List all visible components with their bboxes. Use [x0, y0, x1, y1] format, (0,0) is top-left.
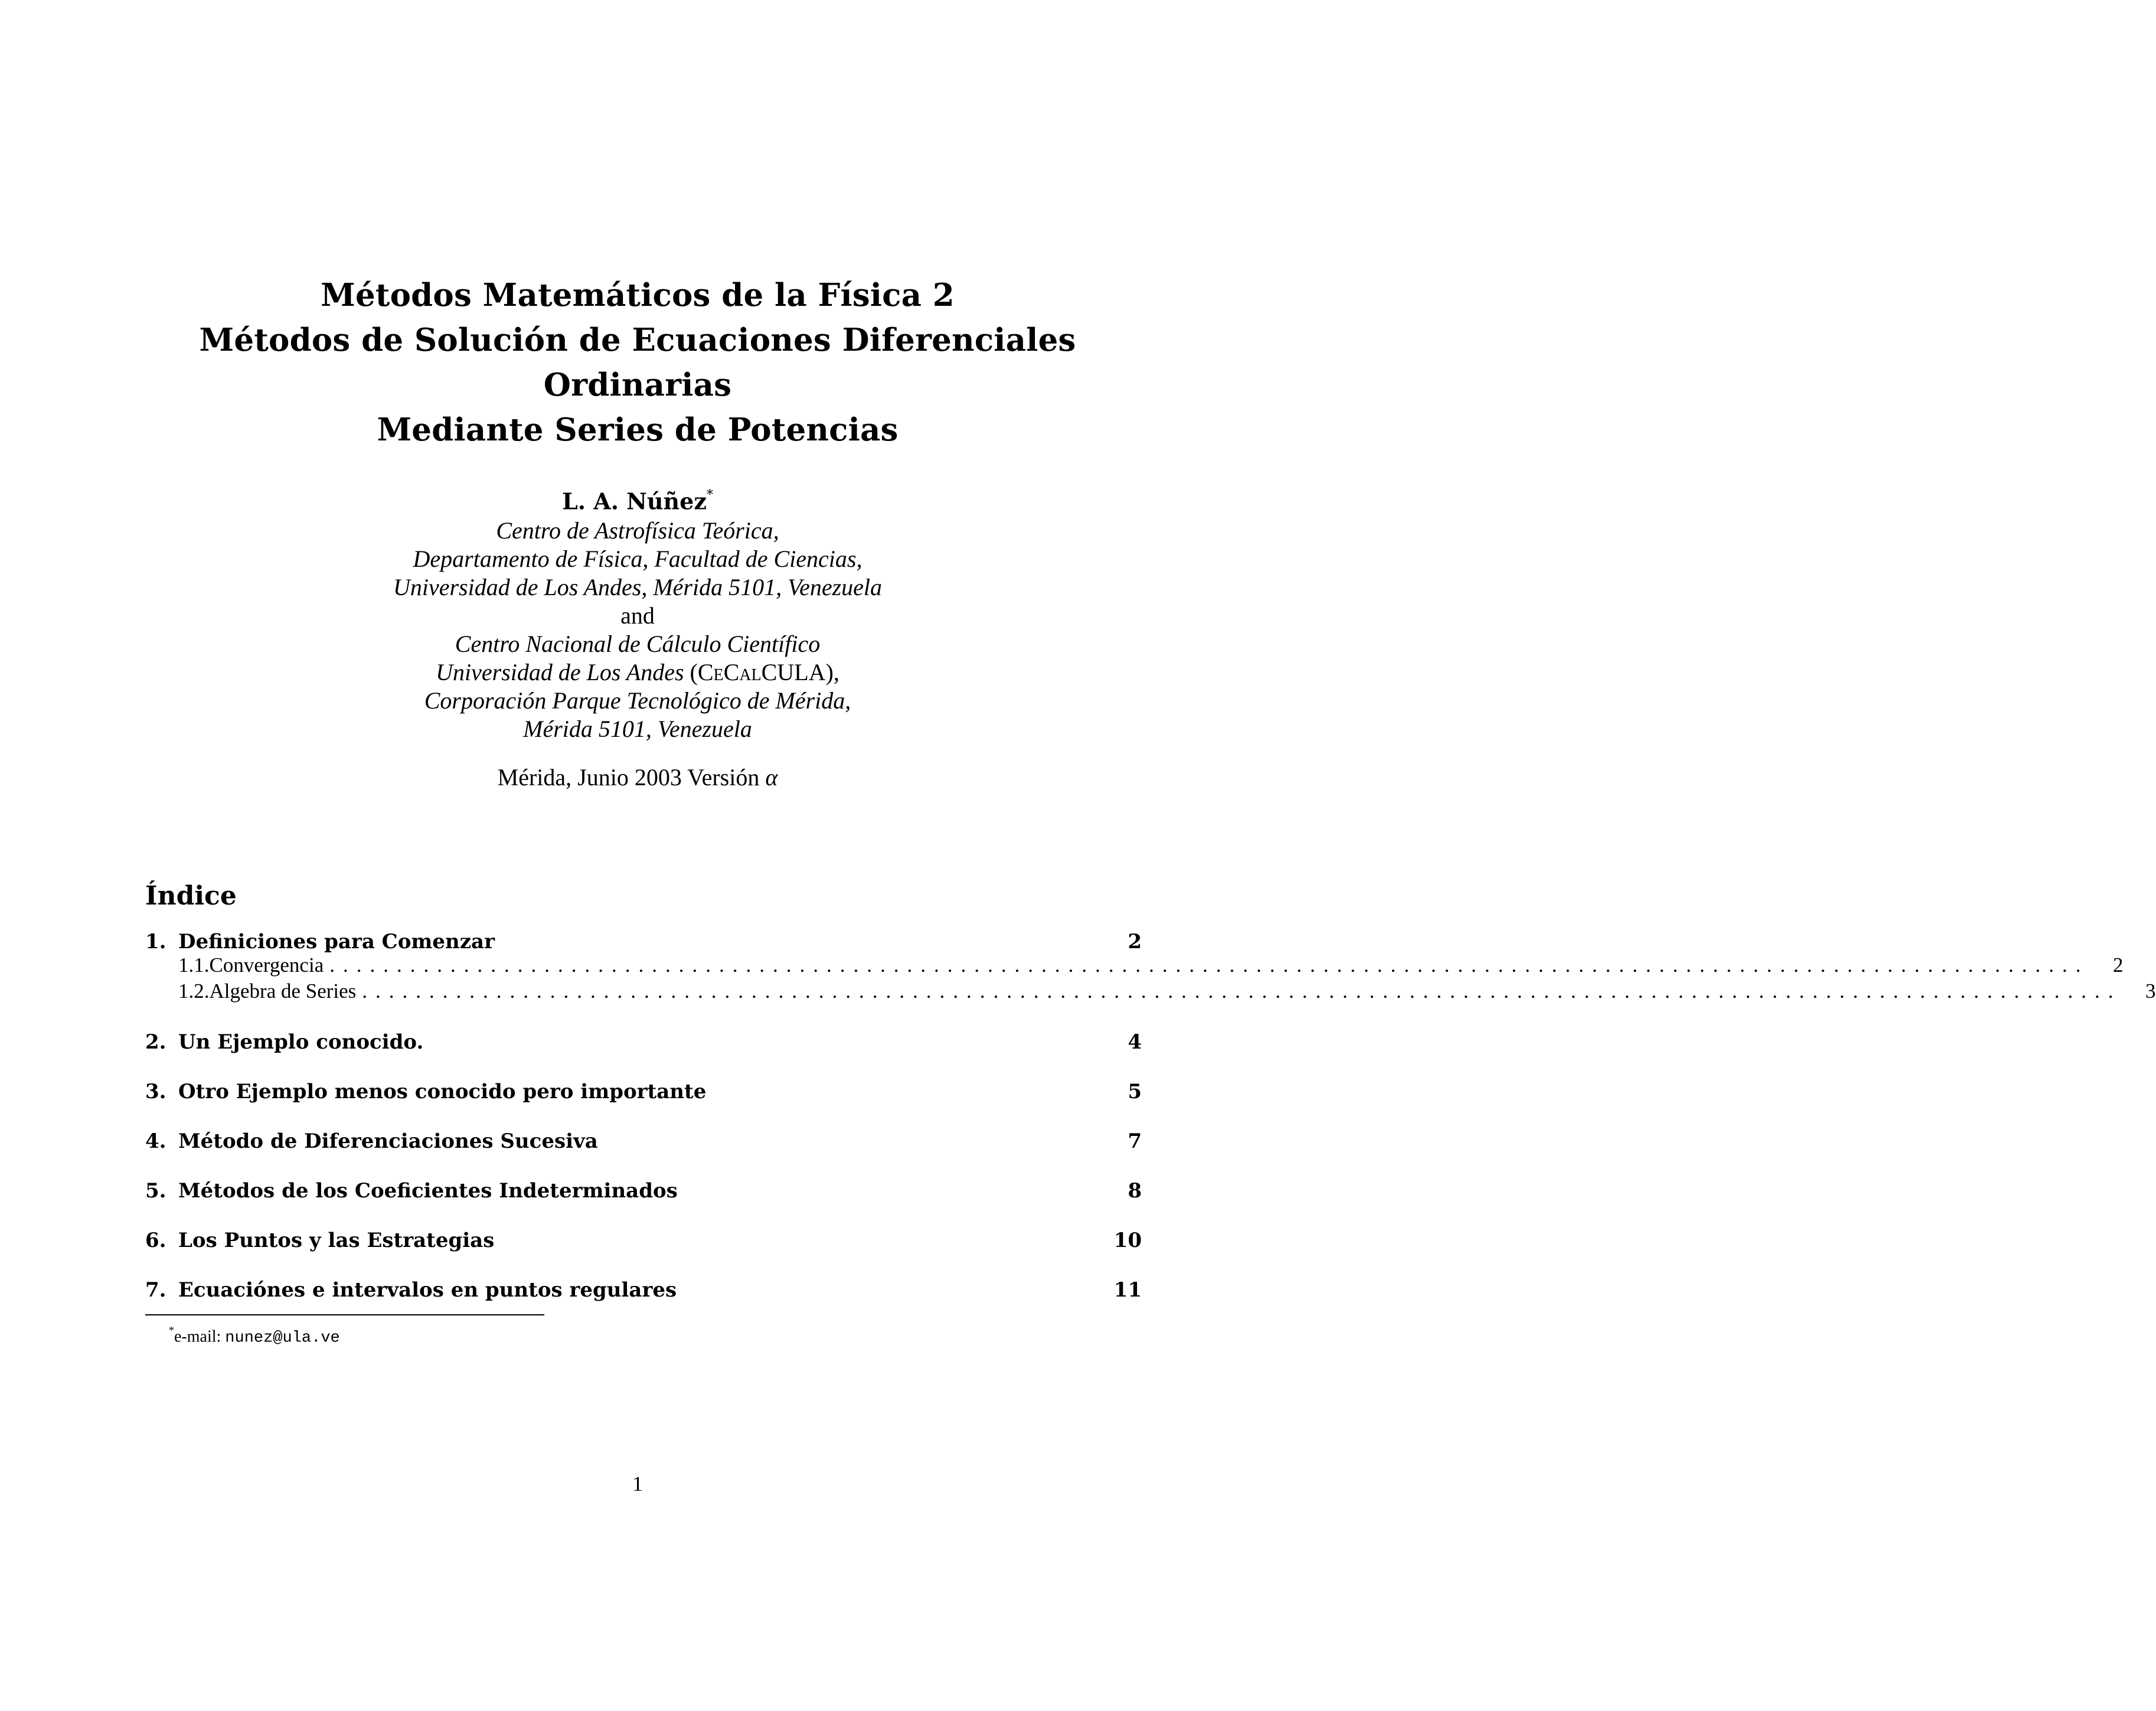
affiliation-line-2: Departamento de Física, Facultad de Ciencias,	[413, 545, 863, 572]
footnote-email-link[interactable]: nunez@ula.ve	[225, 1329, 340, 1347]
toc-title: Algebra de Series	[209, 979, 357, 1003]
toc-number: 1.1.	[178, 954, 210, 977]
date-text: Mérida, Junio 2003 Versión	[497, 764, 760, 791]
toc-title: Un Ejemplo conocido.	[178, 1030, 424, 1054]
author-name	[148, 483, 1128, 517]
affiliation-line-3: Universidad de Los Andes, Mérida 5101, Venezuela	[393, 573, 883, 600]
toc-page: 7	[1128, 1129, 1142, 1153]
affiliation-line-5-text: Universidad de Los Andes	[436, 658, 684, 685]
toc-number: 7.	[145, 1278, 166, 1302]
toc-entry-1-2[interactable]	[145, 978, 2156, 1005]
toc-page: 8	[1128, 1179, 1142, 1203]
index-heading: Índice	[145, 881, 237, 911]
toc-entry-4[interactable]	[145, 1128, 1142, 1155]
toc-page: 4	[1128, 1030, 1142, 1054]
toc-entry-7[interactable]	[145, 1276, 1142, 1304]
toc-page: 2	[2112, 954, 2124, 977]
toc-entry-3[interactable]	[145, 1078, 1142, 1105]
author-block	[148, 483, 1128, 743]
footnote-mark: *	[169, 1324, 174, 1336]
affiliation-line-6: Corporación Parque Tecnológico de Mérida,	[424, 687, 851, 714]
toc-entry-5[interactable]	[145, 1177, 1142, 1204]
toc-title: Ecuaciónes e intervalos en puntos regulares	[178, 1278, 677, 1302]
date-line	[148, 763, 1128, 792]
toc-page: 11	[1113, 1278, 1142, 1302]
toc-page: 2	[1128, 930, 1142, 954]
affiliation-acronym: (CeCalCULA),	[690, 658, 839, 685]
toc-leader-dots: ...................................................................................................................................	[362, 979, 2122, 1003]
toc-number: 2.	[145, 1030, 166, 1054]
toc-title: Convergencia	[209, 954, 324, 977]
toc-number: 4.	[145, 1129, 166, 1153]
affiliation-line-7: Mérida 5101, Venezuela	[523, 715, 752, 742]
page-number: 1	[632, 1472, 643, 1496]
title-line-3: Ordinarias	[543, 367, 732, 403]
affiliation-line-1: Centro de Astrofísica Teórica,	[496, 517, 779, 544]
toc-page: 5	[1128, 1080, 1142, 1103]
toc-title: Método de Diferenciaciones Sucesiva	[178, 1129, 598, 1153]
toc-number: 5.	[145, 1179, 166, 1203]
title-line-4: Mediante Series de Potencias	[377, 412, 899, 448]
toc-number: 1.	[145, 930, 166, 954]
author-name-text: L. A. Núñez	[562, 488, 707, 515]
toc-number: 6.	[145, 1229, 166, 1252]
toc-leader-dots: ...................................................................................................................................	[329, 954, 2089, 977]
toc-title: Otro Ejemplo menos conocido pero importante	[178, 1080, 707, 1103]
toc-title: Definiciones para Comenzar	[178, 930, 495, 954]
toc-entry-6[interactable]	[145, 1227, 1142, 1254]
author-footnote-mark: *	[706, 488, 713, 502]
toc-number: 1.2.	[178, 979, 210, 1003]
toc-entry-2[interactable]	[145, 1028, 1142, 1056]
title-line-1: Métodos Matemáticos de la Física 2	[321, 277, 955, 314]
version-symbol: α	[765, 764, 778, 791]
footnote-label: e-mail:	[174, 1327, 221, 1346]
affiliation-line-4: Centro Nacional de Cálculo Científico	[455, 630, 821, 657]
toc-number: 3.	[145, 1080, 166, 1103]
toc-title: Los Puntos y las Estrategias	[178, 1229, 495, 1252]
document-title	[148, 273, 1128, 452]
toc-page: 10	[1113, 1229, 1142, 1252]
footnote	[169, 1320, 340, 1350]
affiliation-line-5	[148, 658, 1128, 687]
toc-title: Métodos de los Coeficientes Indeterminados	[178, 1179, 678, 1203]
title-line-2: Métodos de Solución de Ecuaciones Diferenciales	[199, 322, 1076, 358]
affiliation-and: and	[620, 602, 655, 629]
toc-page: 3	[2145, 979, 2156, 1003]
footnote-rule	[145, 1314, 544, 1315]
toc-entry-1-1[interactable]	[145, 952, 2124, 979]
